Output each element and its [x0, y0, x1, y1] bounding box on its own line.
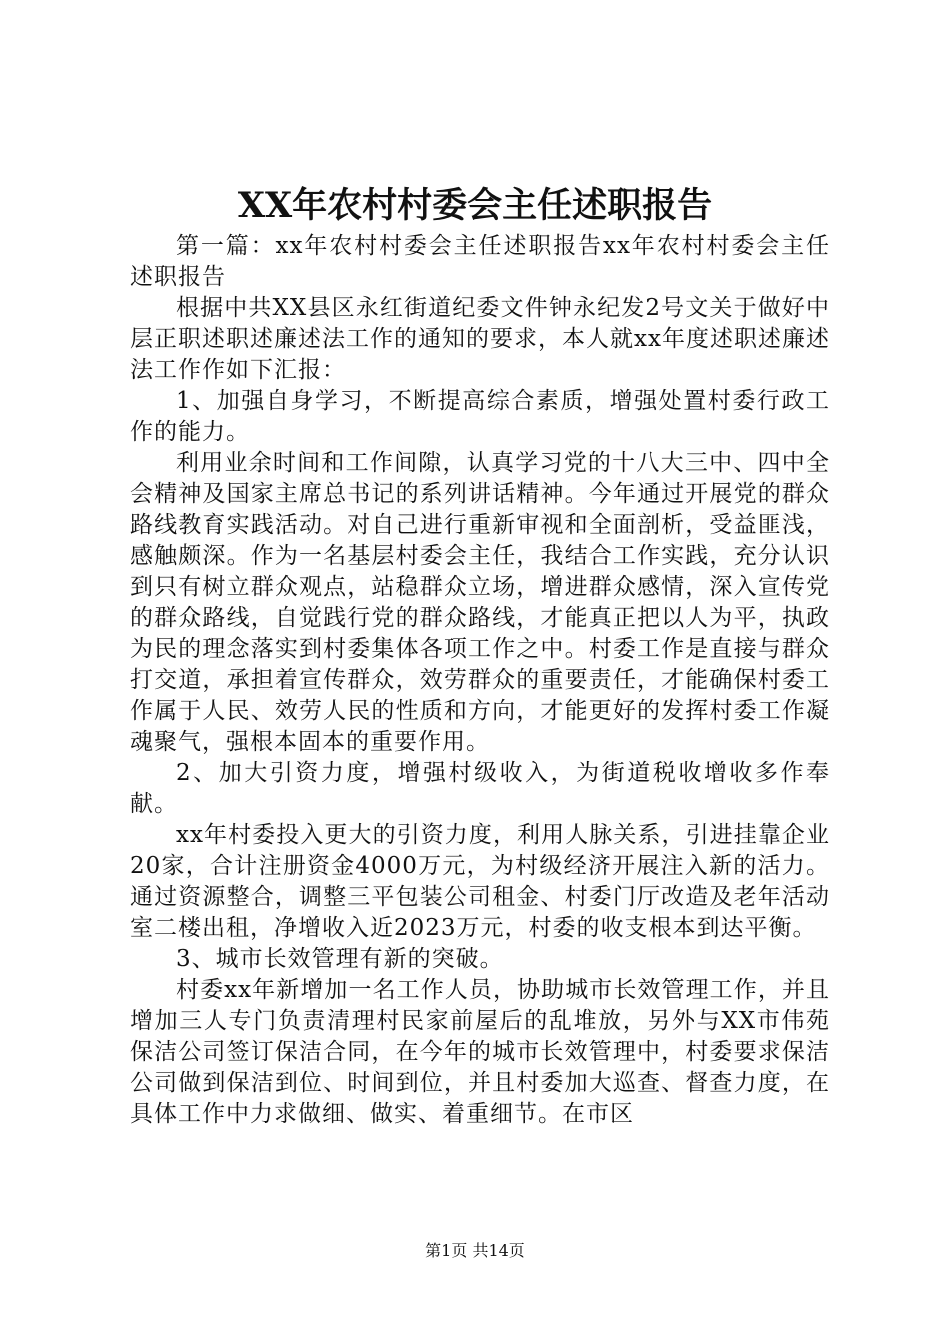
paragraph-city-management: 村委xx年新增加一名工作人员，协助城市长效管理工作，并且增加三人专门负责清理村民家前屋后的乱堆放，另外与XX市伟苑保洁公司签订保洁合同，在今年的城市长效管理中，村委要求保洁公司做到保洁到位、时间到位，并且村委加大巡查、督查力度，在具体工作中力求做细、做实、着重细节。在市区: [130, 977, 830, 1127]
paragraph-study: 利用业余时间和工作间隙，认真学习党的十八大三中、四中全会精神及国家主席总书记的系列讲话精神。今年通过开展党的群众路线教育实践活动。对自己进行重新审视和全面剖析，受益匪浅，感触颇深。作为一名基层村委会主任，我结合工作实践，充分认识到只有树立群众观点，站稳群众立场，增进群众感情，深入宣传党的群众路线，自觉践行党的群众路线，才能真正把以人为平，执政为民的理念落实到村委集体各项工作之中。村委工作是直接与群众打交道，承担着宣传群众，效劳群众的重要责任，才能确保村委工作属于人民、效劳人民的性质和方向，才能更好的发挥村委工作凝魂聚气，强根本固本的重要作用。: [130, 450, 830, 755]
section-heading-1: 1、加强自身学习，不断提高综合素质，增强处置村委行政工作的能力。: [130, 388, 830, 445]
paragraph-basis: 根据中共XX县区永红街道纪委文件钟永纪发2号文关于做好中层正职述职述廉述法工作的通知的要求，本人就xx年度述职述廉述法工作作如下汇报：: [130, 295, 830, 383]
paragraph-investment: xx年村委投入更大的引资力度，利用人脉关系，引进挂靠企业20家，合计注册资金4000万元，为村级经济开展注入新的活力。通过资源整合，调整三平包装公司租金、村委门厅改造及老年活动室二楼出租，净增收入近2023万元，村委的收支根本到达平衡。: [130, 822, 830, 941]
document-body: [130, 231, 830, 1130]
page-title: XX年农村村委会主任述职报告: [237, 185, 713, 226]
section-heading-3: 3、城市长效管理有新的突破。: [176, 946, 504, 972]
page-number: 第1页 共14页: [425, 1241, 525, 1260]
paragraph-intro: 第一篇：xx年农村村委会主任述职报告xx年农村村委会主任述职报告: [130, 233, 830, 290]
section-heading-2: 2、加大引资力度，增强村级收入，为街道税收增收多作奉献。: [130, 760, 830, 817]
